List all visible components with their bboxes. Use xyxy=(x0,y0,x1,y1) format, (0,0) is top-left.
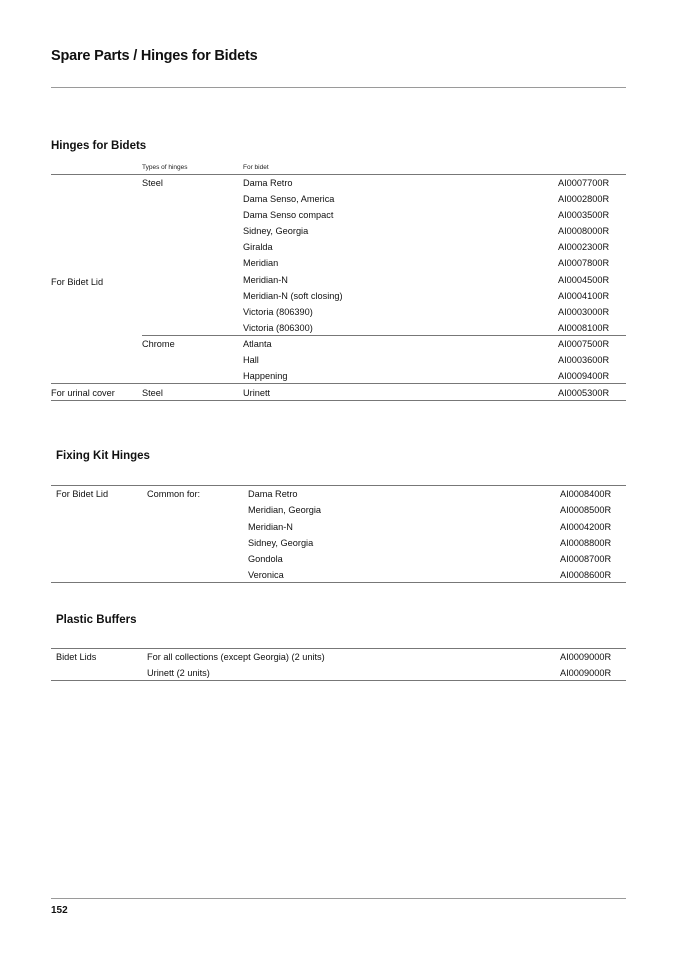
table-row-model: Victoria (806300) xyxy=(243,323,313,333)
header-for-bidet: For bidet xyxy=(243,164,269,171)
table-row-model: Sidney, Georgia xyxy=(248,538,314,548)
table-row-model: Meridian, Georgia xyxy=(248,505,322,515)
table-row-model: Meridian-N xyxy=(248,522,293,532)
table-row-model: Victoria (806390) xyxy=(243,307,313,317)
table-row-desc: Urinett (2 units) xyxy=(147,668,210,678)
group-for-bidet-lid: For Bidet Lid xyxy=(51,277,104,287)
table-row-code: AI0008000R xyxy=(558,226,610,236)
table-row-code: AI0008600R xyxy=(560,570,612,580)
table-row-code: AI0009400R xyxy=(558,371,610,381)
table-row-model: Meridian xyxy=(243,258,279,268)
table-row-model: Meridian-N (soft closing) xyxy=(243,291,343,301)
fixing-table-top-rule xyxy=(51,485,626,486)
fixing-section-title: Fixing Kit Hinges xyxy=(56,450,150,462)
table-row-code: AI0009000R xyxy=(560,668,612,678)
type-steel: Steel xyxy=(142,178,163,188)
table-row-desc: For all collections (except Georgia) (2 units) xyxy=(147,652,325,662)
hinges-table-top-rule xyxy=(51,174,626,175)
buffers-group-label: Bidet Lids xyxy=(56,652,97,662)
fixing-type-label: Common for: xyxy=(147,489,201,499)
fixing-table-bottom-rule xyxy=(51,582,626,583)
table-row-code: AI0004500R xyxy=(558,275,610,285)
table-row-code: AI0007500R xyxy=(558,339,610,349)
hinges-table-bottom-rule xyxy=(51,400,626,401)
table-row-model: Dama Retro xyxy=(248,489,298,499)
buffers-table-bottom-rule xyxy=(51,680,626,681)
table-row-code: AI0008700R xyxy=(560,554,612,564)
table-row-code: AI0008400R xyxy=(560,489,612,499)
table-row-code: AI0007800R xyxy=(558,258,610,268)
type-steel-urinal: Steel xyxy=(142,388,163,398)
table-row-code: AI0003600R xyxy=(558,355,610,365)
group-for-urinal-cover: For urinal cover xyxy=(51,388,115,398)
table-row-code: AI0002800R xyxy=(558,194,610,204)
steel-chrome-divider xyxy=(142,335,626,336)
table-row-code: AI0003000R xyxy=(558,307,610,317)
table-row-code: AI0005300R xyxy=(558,388,610,398)
hinges-section-title: Hinges for Bidets xyxy=(51,140,147,152)
table-row-model: Dama Retro xyxy=(243,178,293,188)
table-row-model: Urinett xyxy=(243,388,271,398)
lid-urinal-divider xyxy=(51,383,626,384)
buffers-table-top-rule xyxy=(51,648,626,649)
table-row-model: Giralda xyxy=(243,242,273,252)
table-row-code: AI0008800R xyxy=(560,538,612,548)
footer-divider xyxy=(51,898,626,899)
header-types-of-hinges: Types of hinges xyxy=(142,164,188,171)
type-chrome: Chrome xyxy=(142,339,175,349)
table-row-code: AI0002300R xyxy=(558,242,610,252)
table-row-model: Meridian-N xyxy=(243,275,288,285)
table-row-model: Atlanta xyxy=(243,339,272,349)
table-row-code: AI0007700R xyxy=(558,178,610,188)
table-row-model: Dama Senso, America xyxy=(243,194,335,204)
table-row-model: Veronica xyxy=(248,570,284,580)
table-row-model: Hall xyxy=(243,355,259,365)
buffers-section-title: Plastic Buffers xyxy=(56,614,137,626)
fixing-group-label: For Bidet Lid xyxy=(56,489,109,499)
table-row-code: AI0008100R xyxy=(558,323,610,333)
page-title: Spare Parts / Hinges for Bidets xyxy=(51,48,258,64)
table-row-code: AI0004100R xyxy=(558,291,610,301)
table-row-code: AI0004200R xyxy=(560,522,612,532)
table-row-model: Dama Senso compact xyxy=(243,210,334,220)
table-row-code: AI0008500R xyxy=(560,505,612,515)
table-row-model: Happening xyxy=(243,371,288,381)
table-row-model: Sidney, Georgia xyxy=(243,226,309,236)
header-divider xyxy=(51,87,626,88)
table-row-code: AI0003500R xyxy=(558,210,610,220)
table-row-model: Gondola xyxy=(248,554,283,564)
table-row-code: AI0009000R xyxy=(560,652,612,662)
page-number: 152 xyxy=(51,905,68,916)
